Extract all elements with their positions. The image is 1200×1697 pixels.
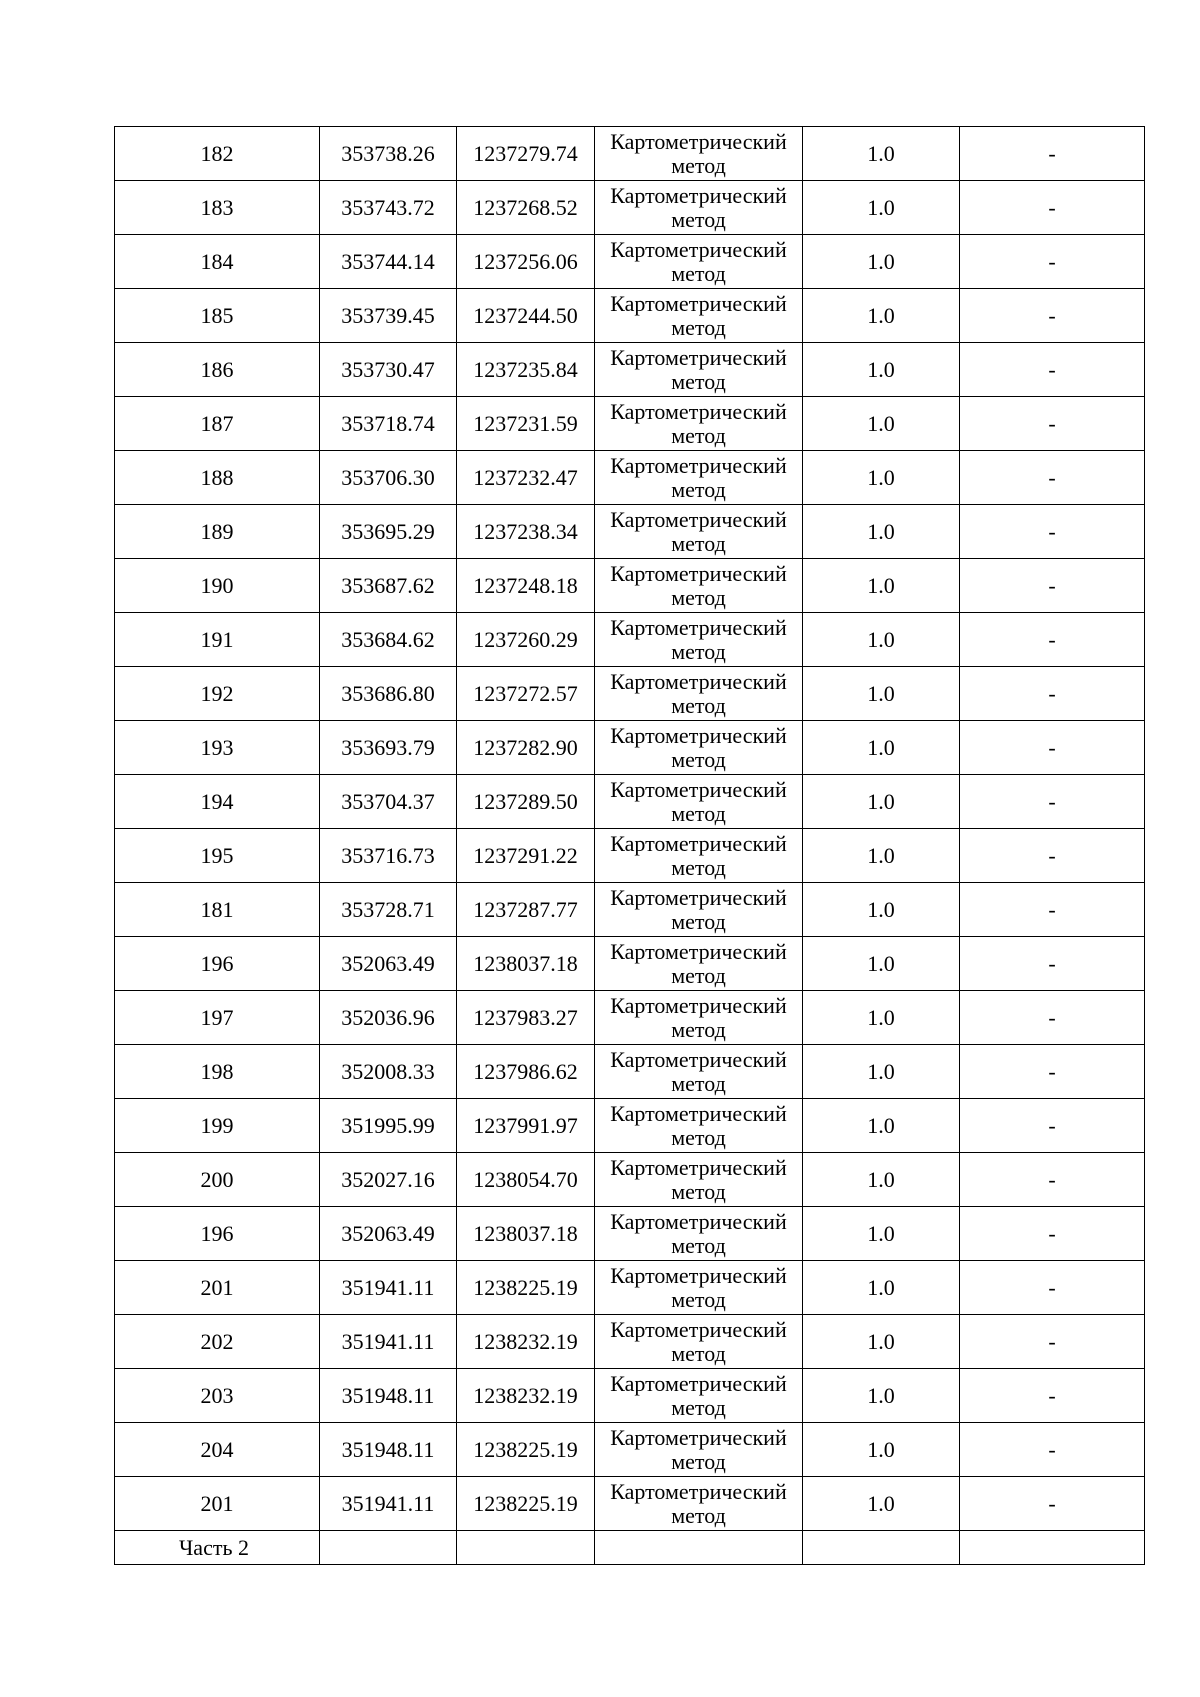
x-coordinate-cell: 352027.16 [320,1153,457,1207]
point-number-cell: 199 [115,1099,320,1153]
y-coordinate-cell: 1237986.62 [457,1045,595,1099]
point-number-cell: 201 [115,1261,320,1315]
accuracy-cell: 1.0 [803,1261,960,1315]
description-cell: - [960,451,1145,505]
accuracy-cell: 1.0 [803,1369,960,1423]
description-cell: - [960,1315,1145,1369]
point-number-cell: 201 [115,1477,320,1531]
y-coordinate-cell: 1237983.27 [457,991,595,1045]
method-cell: Картометрический метод [595,343,803,397]
x-coordinate-cell: 353684.62 [320,613,457,667]
method-cell: Картометрический метод [595,883,803,937]
y-coordinate-cell: 1238054.70 [457,1153,595,1207]
accuracy-cell: 1.0 [803,1477,960,1531]
table-row [115,559,1145,613]
point-number-cell: 195 [115,829,320,883]
table-row [115,1153,1145,1207]
description-cell: - [960,181,1145,235]
x-coordinate-cell: 353744.14 [320,235,457,289]
table-row [115,1477,1145,1531]
table-row [115,1207,1145,1261]
x-coordinate-cell: 353704.37 [320,775,457,829]
y-coordinate-cell: 1238225.19 [457,1261,595,1315]
point-number-cell: 181 [115,883,320,937]
table-row [115,1045,1145,1099]
y-coordinate-cell: 1237282.90 [457,721,595,775]
y-coordinate-cell: 1237291.22 [457,829,595,883]
description-cell: - [960,1207,1145,1261]
table-row [115,937,1145,991]
accuracy-cell: 1.0 [803,127,960,181]
accuracy-cell: 1.0 [803,289,960,343]
x-coordinate-cell: 353743.72 [320,181,457,235]
description-cell: - [960,937,1145,991]
method-cell: Картометрический метод [595,1207,803,1261]
x-coordinate-cell: 351941.11 [320,1315,457,1369]
accuracy-cell: 1.0 [803,1423,960,1477]
table-row [115,289,1145,343]
accuracy-cell: 1.0 [803,1099,960,1153]
method-cell: Картометрический метод [595,829,803,883]
method-cell: Картометрический метод [595,559,803,613]
table-row [115,829,1145,883]
description-cell: - [960,1099,1145,1153]
empty-cell [320,1531,457,1565]
part-label: Часть 2 [115,1531,320,1565]
method-cell: Картометрический метод [595,937,803,991]
coordinates-table-body [115,127,1145,1565]
method-cell: Картометрический метод [595,667,803,721]
accuracy-cell: 1.0 [803,721,960,775]
method-cell: Картометрический метод [595,1423,803,1477]
y-coordinate-cell: 1237248.18 [457,559,595,613]
point-number-cell: 188 [115,451,320,505]
y-coordinate-cell: 1237272.57 [457,667,595,721]
x-coordinate-cell: 353730.47 [320,343,457,397]
y-coordinate-cell: 1238225.19 [457,1477,595,1531]
table-row [115,181,1145,235]
method-cell: Картометрический метод [595,235,803,289]
accuracy-cell: 1.0 [803,991,960,1045]
point-number-cell: 202 [115,1315,320,1369]
description-cell: - [960,505,1145,559]
method-cell: Картометрический метод [595,1261,803,1315]
point-number-cell: 182 [115,127,320,181]
x-coordinate-cell: 352063.49 [320,1207,457,1261]
x-coordinate-cell: 353687.62 [320,559,457,613]
y-coordinate-cell: 1237231.59 [457,397,595,451]
description-cell: - [960,775,1145,829]
x-coordinate-cell: 351948.11 [320,1423,457,1477]
point-number-cell: 203 [115,1369,320,1423]
x-coordinate-cell: 351941.11 [320,1261,457,1315]
x-coordinate-cell: 353716.73 [320,829,457,883]
method-cell: Картометрический метод [595,1369,803,1423]
description-cell: - [960,127,1145,181]
y-coordinate-cell: 1238225.19 [457,1423,595,1477]
description-cell: - [960,1153,1145,1207]
y-coordinate-cell: 1238232.19 [457,1369,595,1423]
accuracy-cell: 1.0 [803,883,960,937]
y-coordinate-cell: 1237289.50 [457,775,595,829]
point-number-cell: 191 [115,613,320,667]
table-row [115,883,1145,937]
x-coordinate-cell: 353686.80 [320,667,457,721]
empty-cell [803,1531,960,1565]
method-cell: Картометрический метод [595,775,803,829]
table-row [115,1099,1145,1153]
table-row [115,235,1145,289]
x-coordinate-cell: 353706.30 [320,451,457,505]
table-row [115,1315,1145,1369]
method-cell: Картометрический метод [595,721,803,775]
method-cell: Картометрический метод [595,505,803,559]
y-coordinate-cell: 1238037.18 [457,1207,595,1261]
x-coordinate-cell: 352008.33 [320,1045,457,1099]
description-cell: - [960,613,1145,667]
y-coordinate-cell: 1237238.34 [457,505,595,559]
method-cell: Картометрический метод [595,1477,803,1531]
table-row [115,343,1145,397]
accuracy-cell: 1.0 [803,505,960,559]
table-row [115,991,1145,1045]
table-row [115,1423,1145,1477]
table-row [115,775,1145,829]
accuracy-cell: 1.0 [803,559,960,613]
y-coordinate-cell: 1237260.29 [457,613,595,667]
accuracy-cell: 1.0 [803,181,960,235]
y-coordinate-cell: 1237235.84 [457,343,595,397]
coordinates-table [114,126,1145,1565]
table-row [115,1369,1145,1423]
table-row [115,505,1145,559]
point-number-cell: 193 [115,721,320,775]
accuracy-cell: 1.0 [803,1045,960,1099]
table-row [115,451,1145,505]
method-cell: Картометрический метод [595,991,803,1045]
description-cell: - [960,1423,1145,1477]
accuracy-cell: 1.0 [803,829,960,883]
accuracy-cell: 1.0 [803,343,960,397]
empty-cell [960,1531,1145,1565]
part-row [115,1531,1145,1565]
accuracy-cell: 1.0 [803,613,960,667]
x-coordinate-cell: 353739.45 [320,289,457,343]
x-coordinate-cell: 352036.96 [320,991,457,1045]
y-coordinate-cell: 1237279.74 [457,127,595,181]
x-coordinate-cell: 352063.49 [320,937,457,991]
description-cell: - [960,289,1145,343]
table-row [115,127,1145,181]
accuracy-cell: 1.0 [803,775,960,829]
point-number-cell: 204 [115,1423,320,1477]
x-coordinate-cell: 353693.79 [320,721,457,775]
description-cell: - [960,1261,1145,1315]
point-number-cell: 197 [115,991,320,1045]
x-coordinate-cell: 353695.29 [320,505,457,559]
point-number-cell: 185 [115,289,320,343]
description-cell: - [960,343,1145,397]
x-coordinate-cell: 353728.71 [320,883,457,937]
accuracy-cell: 1.0 [803,235,960,289]
table-row [115,667,1145,721]
y-coordinate-cell: 1237244.50 [457,289,595,343]
y-coordinate-cell: 1237287.77 [457,883,595,937]
method-cell: Картометрический метод [595,289,803,343]
description-cell: - [960,883,1145,937]
description-cell: - [960,721,1145,775]
table-row [115,613,1145,667]
method-cell: Картометрический метод [595,1153,803,1207]
table-row [115,1261,1145,1315]
y-coordinate-cell: 1238037.18 [457,937,595,991]
point-number-cell: 186 [115,343,320,397]
description-cell: - [960,559,1145,613]
description-cell: - [960,829,1145,883]
accuracy-cell: 1.0 [803,397,960,451]
method-cell: Картометрический метод [595,1099,803,1153]
x-coordinate-cell: 353738.26 [320,127,457,181]
description-cell: - [960,397,1145,451]
y-coordinate-cell: 1237232.47 [457,451,595,505]
point-number-cell: 200 [115,1153,320,1207]
accuracy-cell: 1.0 [803,1315,960,1369]
y-coordinate-cell: 1237991.97 [457,1099,595,1153]
y-coordinate-cell: 1238232.19 [457,1315,595,1369]
description-cell: - [960,235,1145,289]
method-cell: Картометрический метод [595,613,803,667]
description-cell: - [960,1369,1145,1423]
method-cell: Картометрический метод [595,451,803,505]
point-number-cell: 189 [115,505,320,559]
point-number-cell: 184 [115,235,320,289]
accuracy-cell: 1.0 [803,1207,960,1261]
description-cell: - [960,667,1145,721]
point-number-cell: 196 [115,1207,320,1261]
point-number-cell: 192 [115,667,320,721]
point-number-cell: 198 [115,1045,320,1099]
method-cell: Картометрический метод [595,397,803,451]
method-cell: Картометрический метод [595,1315,803,1369]
accuracy-cell: 1.0 [803,667,960,721]
accuracy-cell: 1.0 [803,1153,960,1207]
y-coordinate-cell: 1237256.06 [457,235,595,289]
x-coordinate-cell: 353718.74 [320,397,457,451]
x-coordinate-cell: 351948.11 [320,1369,457,1423]
x-coordinate-cell: 351941.11 [320,1477,457,1531]
y-coordinate-cell: 1237268.52 [457,181,595,235]
empty-cell [457,1531,595,1565]
x-coordinate-cell: 351995.99 [320,1099,457,1153]
method-cell: Картометрический метод [595,181,803,235]
point-number-cell: 196 [115,937,320,991]
point-number-cell: 194 [115,775,320,829]
accuracy-cell: 1.0 [803,451,960,505]
method-cell: Картометрический метод [595,1045,803,1099]
description-cell: - [960,1477,1145,1531]
table-row [115,397,1145,451]
empty-cell [595,1531,803,1565]
point-number-cell: 183 [115,181,320,235]
description-cell: - [960,991,1145,1045]
method-cell: Картометрический метод [595,127,803,181]
point-number-cell: 190 [115,559,320,613]
description-cell: - [960,1045,1145,1099]
point-number-cell: 187 [115,397,320,451]
table-row [115,721,1145,775]
accuracy-cell: 1.0 [803,937,960,991]
